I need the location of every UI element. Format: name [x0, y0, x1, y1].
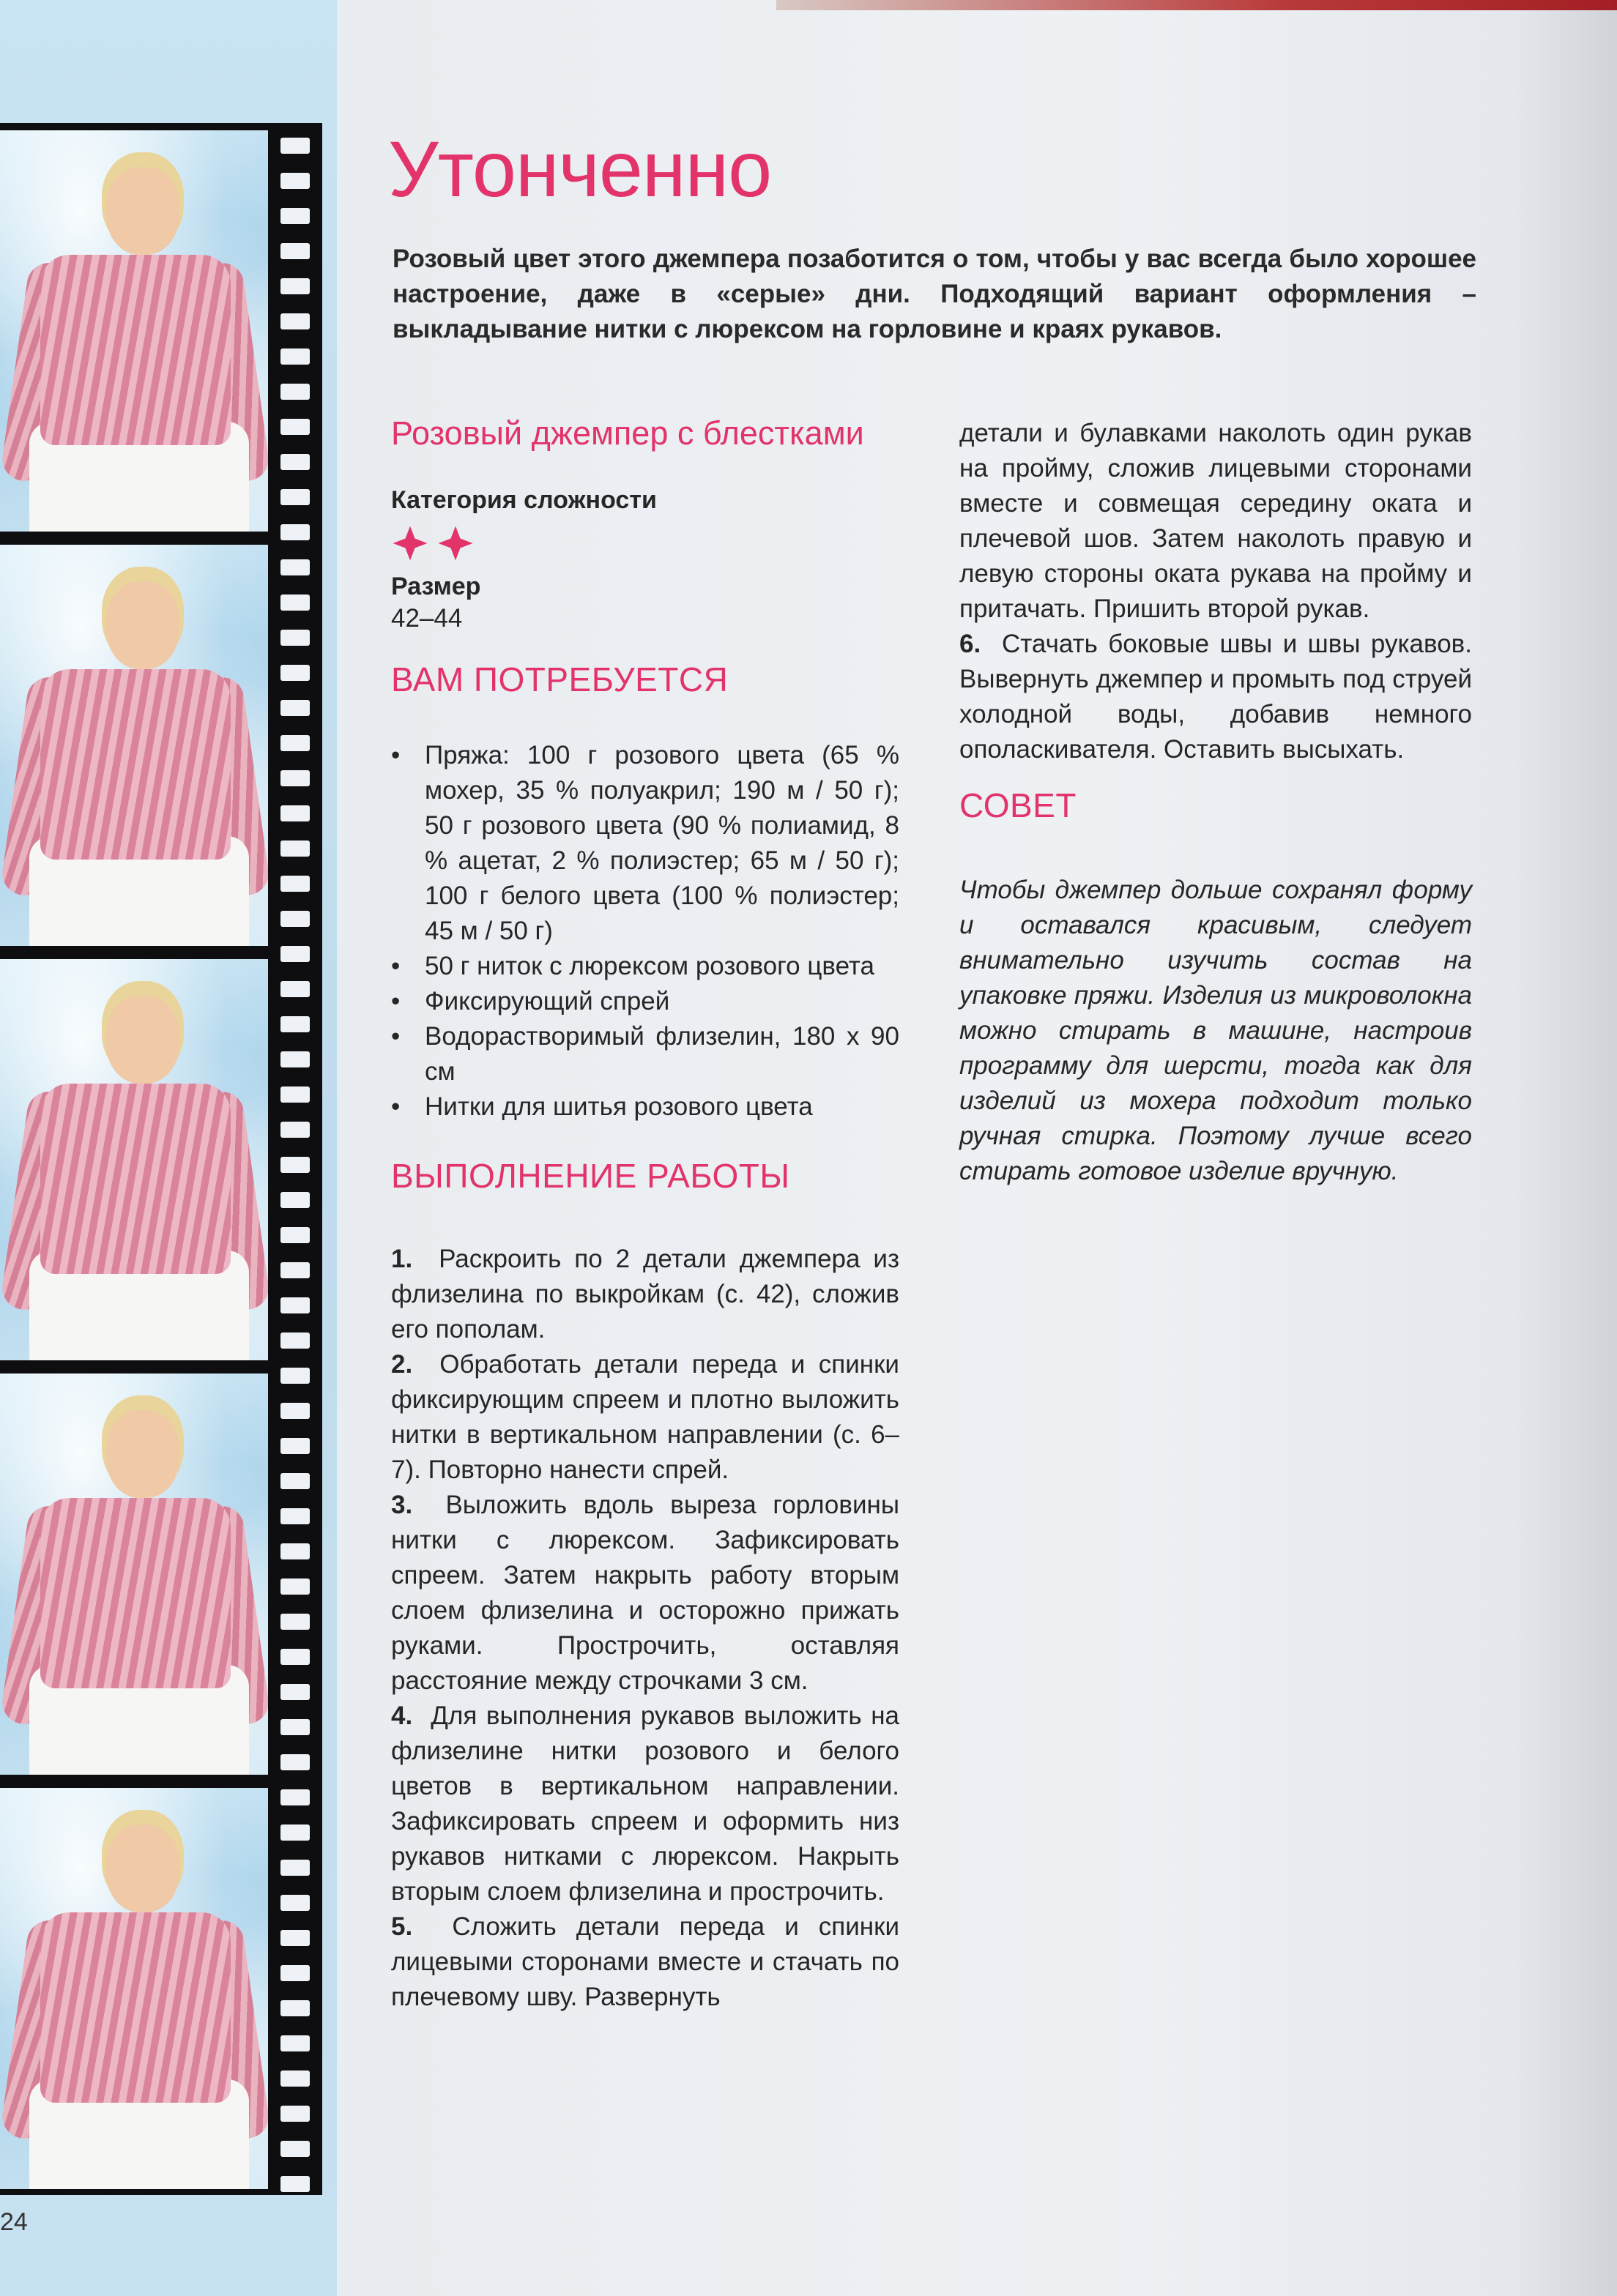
photo-head	[106, 167, 179, 255]
photo-sweater	[40, 255, 231, 445]
film-hole	[280, 1684, 310, 1700]
film-hole	[280, 1262, 310, 1278]
photo-frame	[0, 1374, 268, 1775]
step-text: Стачать боковые швы и швы рукавов. Вывернуть джемпер и промыть под струей холодной воды, добавив немного ополаскивателя. Оставить высыхать.	[959, 630, 1472, 764]
film-hole	[280, 1824, 310, 1841]
film-hole	[280, 278, 310, 294]
instructions-steps	[391, 1242, 899, 2015]
project-name-text: Розовый джемпер с блестками	[391, 414, 864, 452]
photo-head	[106, 1824, 179, 1912]
step-6	[959, 627, 1472, 767]
film-hole	[280, 594, 310, 611]
film-hole	[280, 1403, 310, 1419]
film-hole	[280, 1754, 310, 1770]
photo-sweater	[40, 669, 231, 860]
photo-sweater	[40, 1498, 231, 1688]
film-hole	[280, 1051, 310, 1067]
film-hole	[280, 1332, 310, 1349]
photo-head	[106, 581, 179, 669]
photo-frame	[0, 959, 268, 1360]
film-hole	[280, 313, 310, 329]
intro-paragraph: Розовый цвет этого джемпера позаботится о том, чтобы у вас всегда было хорошее настроение, даже в «серые» дни. Подходящий вариант оформления – выкладывание нитки с люрексом на горловине и краях рукавов.	[393, 245, 1476, 343]
photo-head	[106, 1410, 179, 1498]
film-hole	[280, 489, 310, 505]
film-hole	[280, 946, 310, 962]
film-hole	[280, 1122, 310, 1138]
film-hole	[280, 1895, 310, 1911]
film-hole	[280, 1614, 310, 1630]
material-item: • Водорастворимый флизелин, 180 x 90 см	[391, 1019, 899, 1089]
film-hole	[280, 840, 310, 857]
film-hole	[280, 1965, 310, 1981]
photo-head	[106, 996, 179, 1084]
film-hole	[280, 911, 310, 927]
film-hole	[280, 1473, 310, 1489]
film-hole	[280, 1192, 310, 1208]
top-edge-band	[776, 0, 1617, 10]
instruction-step	[391, 1347, 899, 1488]
instruction-step	[391, 1909, 899, 2015]
film-perforations	[280, 123, 310, 2195]
advice-text: Чтобы джемпер дольше сохранял форму и оставался красивым, следует внимательно изучить состав на упаковке пряжи. Изделия из микроволокна можно стирать в машине, настроив программу для шерсти, тогда как для изделий из мохера подходит только ручная стирка. Поэтому лучше всего стирать готовое изделие вручную.	[959, 876, 1472, 1185]
film-hole	[280, 243, 310, 259]
step-text: Раскроить по 2 детали джемпера из флизелина по выкройкам (с. 42), сложив его пополам.	[391, 1245, 899, 1343]
page-number: 24	[0, 2208, 28, 2236]
film-hole	[280, 2141, 310, 2157]
film-hole	[280, 1016, 310, 1032]
photo-sweater	[40, 1084, 231, 1274]
step-number: 5.	[391, 1912, 413, 1941]
film-hole	[280, 419, 310, 435]
film-hole	[280, 2000, 310, 2016]
photo-sweater	[40, 1912, 231, 2103]
film-hole	[280, 173, 310, 189]
step-text: Сложить детали переда и спинки лицевыми сторонами вместе и стачать по плечевому шву. Развернуть	[391, 1912, 900, 2011]
film-hole	[280, 1578, 310, 1595]
advice-heading: СОВЕТ	[959, 786, 1077, 824]
film-hole	[280, 1438, 310, 1454]
film-hole	[280, 2070, 310, 2087]
film-hole	[280, 454, 310, 470]
step-text: Для выполнения рукавов выложить на флизелине нитки розового и белого цветов в вертикальном направлении. Зафиксировать спреем и оформить низ рукавов нитками с люрексом. Накрыть вторым слоем флизелина и прострочить.	[391, 1702, 899, 1906]
film-hole	[280, 1368, 310, 1384]
material-item: • 50 г ниток с люрексом розового цвета	[391, 949, 899, 984]
material-item: • Нитки для шитья розового цвета	[391, 1089, 899, 1125]
film-hole	[280, 1930, 310, 1946]
material-item: • Фиксирующий спрей	[391, 984, 899, 1019]
film-hole	[280, 348, 310, 365]
photo-frame	[0, 1788, 268, 2189]
photo-frame	[0, 545, 268, 946]
material-item: • Пряжа: 100 г розового цвета (65 % мохер, 35 % полуакрил; 190 м / 50 г); 50 г розового цвета (90 % полиамид, 8 % ацетат, 2 % полиэстер; 65 м / 50 г); 100 г белого цвета (100 % полиэстер; 45 м / 50 г)	[391, 738, 899, 949]
film-hole	[280, 1649, 310, 1665]
project-name	[391, 414, 899, 452]
instruction-step	[391, 1242, 899, 1347]
page-title: Утонченно	[388, 124, 772, 213]
film-hole	[280, 1789, 310, 1805]
materials-heading: ВАМ ПОТРЕБУЕТСЯ	[391, 660, 729, 698]
film-hole	[280, 770, 310, 786]
film-hole	[280, 1227, 310, 1243]
film-hole	[280, 2106, 310, 2122]
step-text: Выложить вдоль выреза горловины нитки с люрексом. Зафиксировать спреем. Затем накрыть работу вторым слоем флизелина и осторожно прижать руками. Прострочить, оставляя расстояние между строчками 3 см.	[391, 1491, 899, 1695]
film-hole	[280, 1860, 310, 1876]
film-hole	[280, 208, 310, 224]
film-hole	[280, 1157, 310, 1173]
instruction-step	[391, 1699, 899, 1909]
film-hole	[280, 665, 310, 681]
right-column	[959, 416, 1472, 1189]
materials-list	[391, 738, 899, 1125]
film-hole	[280, 805, 310, 821]
film-hole	[280, 735, 310, 751]
film-hole	[280, 1297, 310, 1313]
film-hole	[280, 138, 310, 154]
instructions-heading: ВЫПОЛНЕНИЕ РАБОТЫ	[391, 1157, 790, 1195]
film-hole	[280, 2176, 310, 2192]
step-5-continuation: детали и булавками наколоть один рукав на пройму, сложив лицевыми сторонами вместе и совмещая середину оката и плечевой шов. Затем наколоть правую и левую стороны оката рукава на пройму и притачать. Пришить второй рукав.	[959, 419, 1472, 623]
film-hole	[280, 700, 310, 716]
film-hole	[280, 630, 310, 646]
size-label: Размер	[391, 573, 481, 600]
film-hole	[280, 981, 310, 997]
film-hole	[280, 1719, 310, 1735]
film-hole	[280, 1508, 310, 1524]
left-column	[391, 414, 899, 2015]
film-hole	[280, 876, 310, 892]
film-hole	[280, 524, 310, 540]
step-number: 2.	[391, 1350, 413, 1379]
step-number: 1.	[391, 1245, 413, 1273]
step-text: Обработать детали переда и спинки фиксирующим спреем и плотно выложить нитки в вертикальном направлении (с. 6–7). Повторно нанести спрей.	[391, 1350, 899, 1484]
instruction-step	[391, 1488, 899, 1699]
film-hole	[280, 384, 310, 400]
difficulty-stars	[391, 524, 899, 565]
difficulty-star-icon	[391, 524, 429, 562]
film-hole	[280, 559, 310, 575]
size-value: 42–44	[391, 604, 463, 633]
step-number: 3.	[391, 1491, 413, 1519]
step-number: 4.	[391, 1702, 413, 1730]
film-strip	[0, 123, 322, 2195]
film-hole	[280, 1086, 310, 1103]
photo-frame	[0, 130, 268, 532]
film-hole	[280, 1543, 310, 1559]
film-hole	[280, 2035, 310, 2051]
step-number: 6.	[959, 630, 981, 658]
difficulty-label: Категория сложности	[391, 486, 657, 514]
difficulty-star-icon	[436, 524, 475, 562]
